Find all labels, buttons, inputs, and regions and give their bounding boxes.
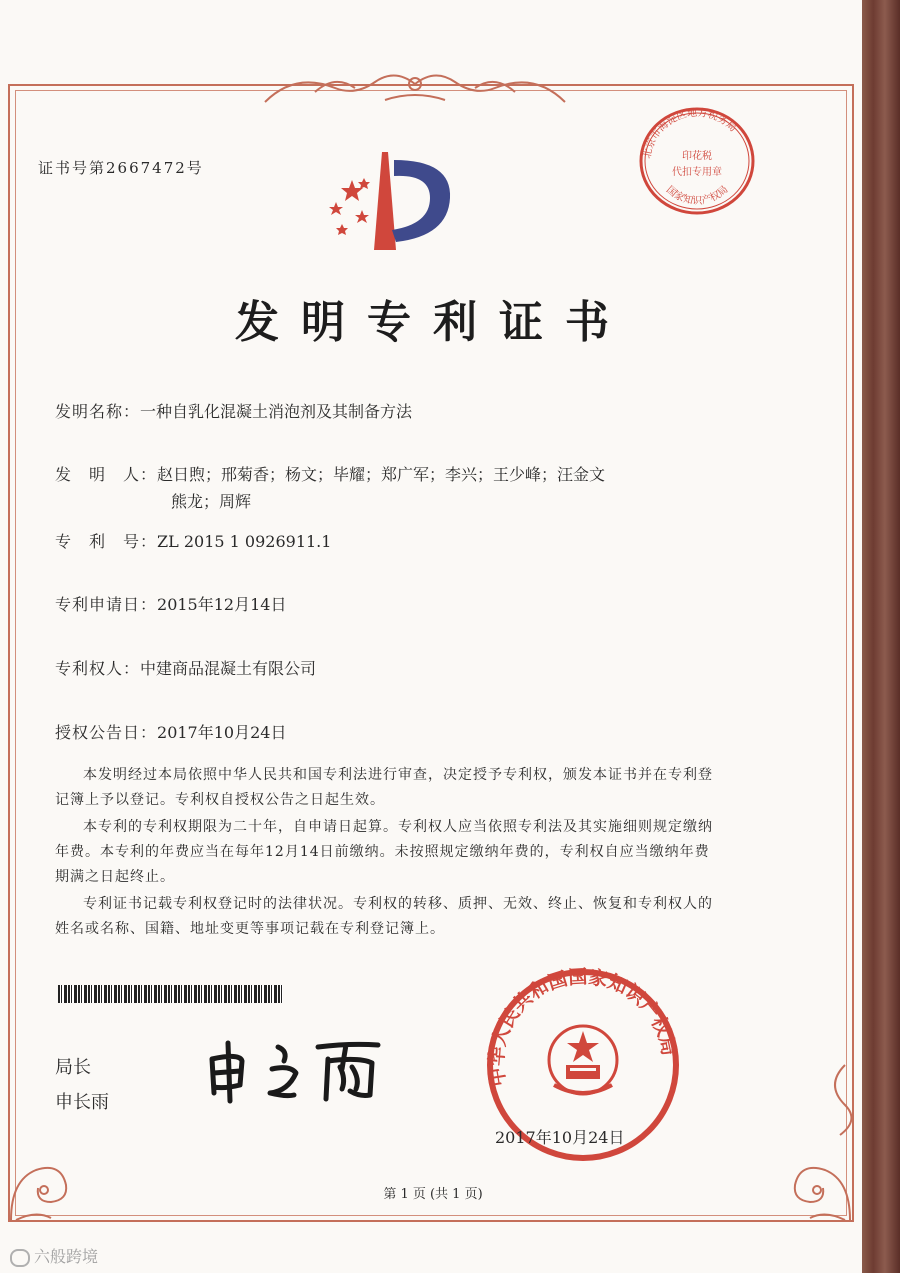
inventors-line1: 赵日煦；邢菊香；杨文；毕耀；郑广军；李兴；王少峰；汪金文: [157, 465, 606, 484]
invention-name-label: 发明名称：: [55, 402, 141, 421]
tax-stamp-inner-1: 印花税: [682, 151, 712, 162]
patentee-row: [55, 657, 316, 681]
patentee-label: 专利权人：: [55, 659, 141, 678]
director-name: 申长雨: [55, 1092, 109, 1113]
page-title: 发明专利证书: [235, 297, 631, 348]
seal-date: 2017年10月24日: [495, 1128, 625, 1147]
watermark-text: 六般跨境: [34, 1247, 99, 1266]
watermark-icon: [10, 1249, 30, 1267]
patent-number-label: 专 利 号：: [55, 532, 158, 551]
inventors-row: [55, 463, 605, 487]
inventors-line2: 熊龙；周辉: [171, 492, 252, 511]
right-side-ornament: [815, 1060, 860, 1140]
filing-date-row: [55, 593, 286, 617]
grant-date-label: 授权公告日：: [55, 723, 158, 742]
page-footer: 第 1 页 (共 1 页): [383, 1187, 483, 1202]
director-title: 局长: [55, 1057, 91, 1078]
tax-stamp-ring-text: 北京市海淀区地方税务局: [642, 107, 739, 160]
invention-name: 一种自乳化混凝土消泡剂及其制备方法: [140, 402, 413, 421]
invention-name-row: [55, 400, 412, 424]
certificate-number: 证书号第2667472号: [38, 159, 204, 177]
tax-stamp-bottom-text: 国家知识产权局: [663, 184, 731, 207]
paragraph: 本发明经过本局依照中华人民共和国专利法进行审查，决定授予专利权，颁发本证书并在专利登记簿上予以登记。专利权自授权公告之日起生效。: [55, 767, 713, 808]
stars-icon: [329, 178, 370, 235]
filing-date-label: 专利申请日：: [55, 595, 158, 614]
national-emblem-icon: [549, 1026, 617, 1094]
inner-border: [15, 90, 847, 1216]
top-ornament: [255, 62, 575, 110]
watermark: [10, 1244, 98, 1267]
paragraph: 本专利的专利权期限为二十年，自申请日起算。专利权人应当依照专利法及其实施细则规定缴纳年费。本专利的年费应当在每年12月14日前缴纳。未按照规定缴纳年费的，专利权自应当缴纳年费期满之日起终止。: [55, 819, 713, 885]
tax-stamp: [632, 105, 762, 217]
seal-ring-text: 中华人民共和国国家知识产权局: [485, 965, 680, 1088]
paragraph: 专利证书记载专利权登记时的法律状况。专利权的转移、质押、无效、终止、恢复和专利权人的姓名或名称、国籍、地址变更等事项记载在专利登记簿上。: [55, 896, 713, 937]
binding-spine: [862, 0, 900, 1273]
patentee: 中建商品混凝土有限公司: [140, 659, 317, 678]
barcode: [58, 985, 283, 1003]
statement-text: [55, 763, 715, 942]
grant-date-row: [55, 721, 286, 745]
patent-number: ZL 2015 1 0926911.1: [157, 532, 332, 551]
patent-number-row: [55, 530, 331, 554]
tax-stamp-inner-2: 代扣专用章: [672, 167, 722, 178]
inventors-label: 发 明 人：: [55, 465, 158, 484]
grant-date: 2017年10月24日: [157, 723, 287, 742]
patent-office-logo: [322, 150, 462, 255]
filing-date: 2015年12月14日: [157, 595, 287, 614]
director-signature: [200, 1035, 395, 1105]
